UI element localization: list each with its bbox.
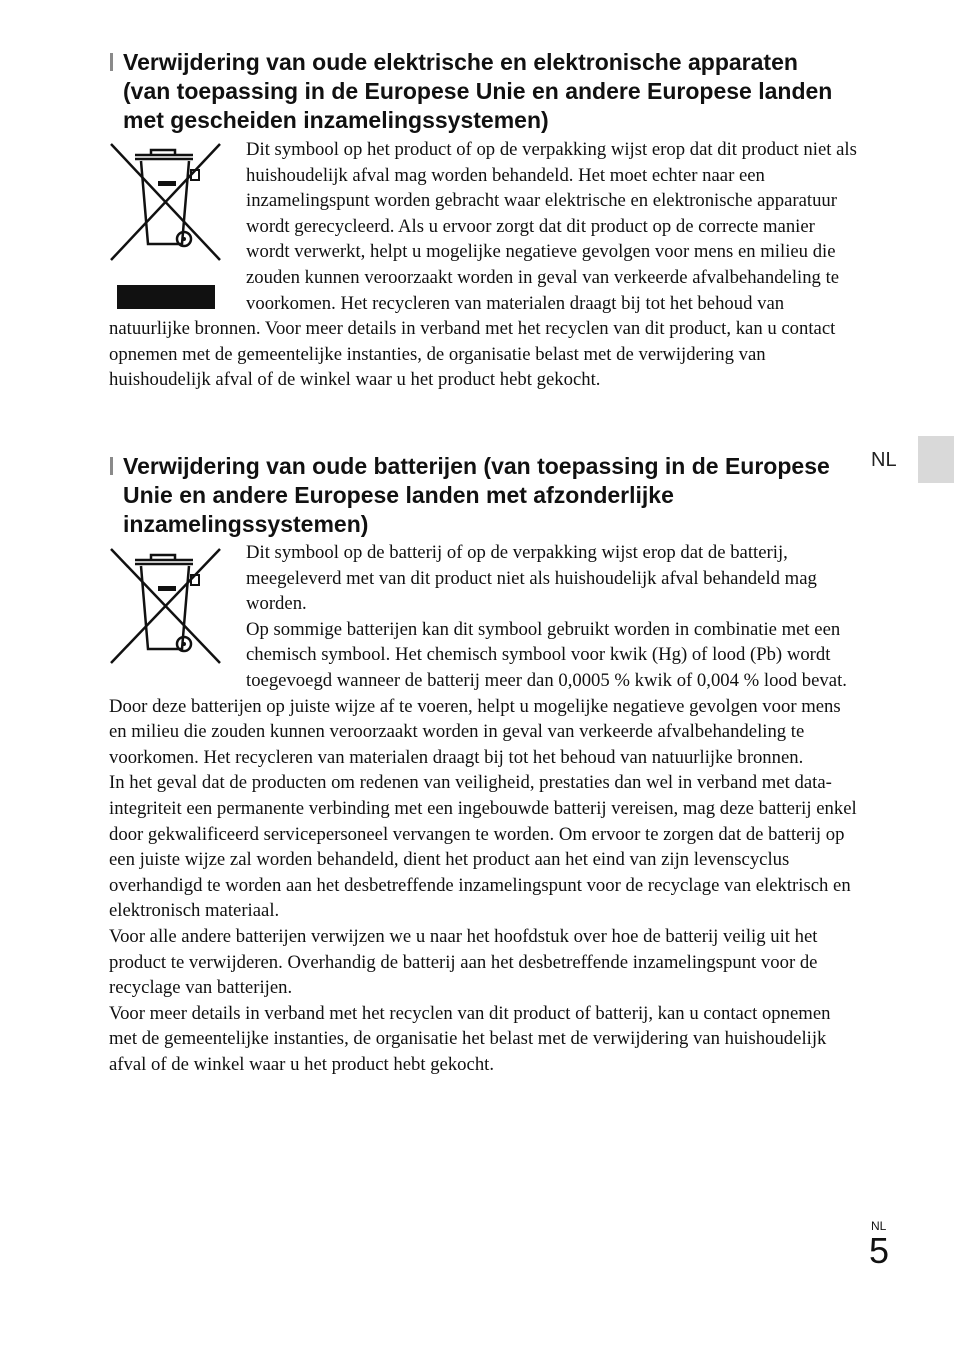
heading-line: Verwijdering van oude elektrische en elektronische apparaten (123, 49, 798, 75)
page-language-code: NL (871, 1219, 887, 1233)
heading-line: met gescheiden inzamelingssystemen) (123, 107, 549, 133)
paragraph: Dit symbool op de batterij of op de verpakking wijst erop dat de batterij, meegeleverd met van dit product niet als huishoudelijk afval behandeld mag worden. (246, 542, 817, 615)
heading-line: inzamelingssystemen) (123, 511, 369, 537)
paragraph: In het geval dat de producten om redenen van veiligheid, prestaties dan wel in verband met data-integriteit een permanente verbinding met een ingebouwde batterij vereisen, mag deze batterij enkel door gekwalificeerd servicepersoneel vervangen te worden. Om ervoor te zorgen dat de batterij op een juiste wijze zal worden behandeld, dient het product aan het eind van zijn levenscyclus overhandigd te worden aan het desbetreffende inzamelingspunt voor de recyclage van elektrisch en elektronisch materiaal. (109, 772, 857, 922)
heading-marker (110, 457, 113, 475)
paragraph: Dit symbool op het product of op de verpakking wijst erop dat dit product niet als huishoudelijk afval mag worden behandeld. Het moet echter naar een inzamelingspunt worden gebracht waar elektrische en elektronische apparatuur wordt gerecycleerd. Als u ervoor zorgt dat dit product op de correcte manier wordt verwerkt, helpt u mogelijke negatieve gevolgen voor mens en milieu die zouden kunnen veroorzaakt worden in geval van verkeerde afvalbehandeling te voorkomen. Het recycleren van materialen draagt bij tot het behoud van natuurlijke bronnen. Voor meer details in verband met het recyclen van dit product, kan u contact opnemen met de gemeentelijke instanties, de organisatie belast met de verwijdering van huishoudelijk afval of de winkel waar u het product hebt gekocht. (109, 139, 857, 391)
paragraph: Voor alle andere batterijen verwijzen we u naar het hoofdstuk over hoe de batterij veilig uit het product te verwijderen. Overhandig de batterij aan het desbetreffende inzamelingspunt voor de recyclage van batterijen. (109, 925, 818, 999)
heading-line: Unie en andere Europese landen met afzonderlijke (123, 482, 674, 508)
crossed-out-wheeled-bin-icon (108, 545, 224, 667)
paragraph: Op sommige batterijen kan dit symbool gebruikt worden in combinatie met een chemisch symbool. Het chemisch symbool voor kwik (Hg) of lood (Pb) wordt toegevoegd wanneer de batterij meer dan 0,0005 % kwik of 0,004 % lood bevat. (246, 618, 847, 691)
page-number: 5 (869, 1230, 890, 1271)
language-side-tab-label: NL (871, 449, 897, 471)
crossed-out-wheeled-bin-with-bar-icon (108, 140, 224, 312)
heading-marker (110, 53, 113, 71)
paragraph: Door deze batterijen op juiste wijze af te voeren, helpt u mogelijke negatieve gevolgen voor mens en milieu die zouden kunnen veroorzaakt worden in geval van verkeerde afvalbehandeling te voorkomen. Het recycleren van materialen draagt bij tot het behoud van natuurlijke bronnen. (109, 695, 841, 768)
heading-line: (van toepassing in de Europese Unie en andere Europese landen (123, 78, 833, 104)
section-heading-weee (110, 48, 870, 135)
heading-line: Verwijdering van oude batterijen (van toepassing in de Europese (123, 453, 830, 479)
paragraph: Voor meer details in verband met het recyclen van dit product of batterij, kan u contact opnemen met de gemeentelijke instanties, de organisatie het belast met de verwijdering van huishoudelijk afval of de winkel waar u het product hebt gekocht. (109, 1002, 831, 1075)
section-heading-batteries (110, 452, 870, 539)
language-side-tab (918, 436, 954, 483)
